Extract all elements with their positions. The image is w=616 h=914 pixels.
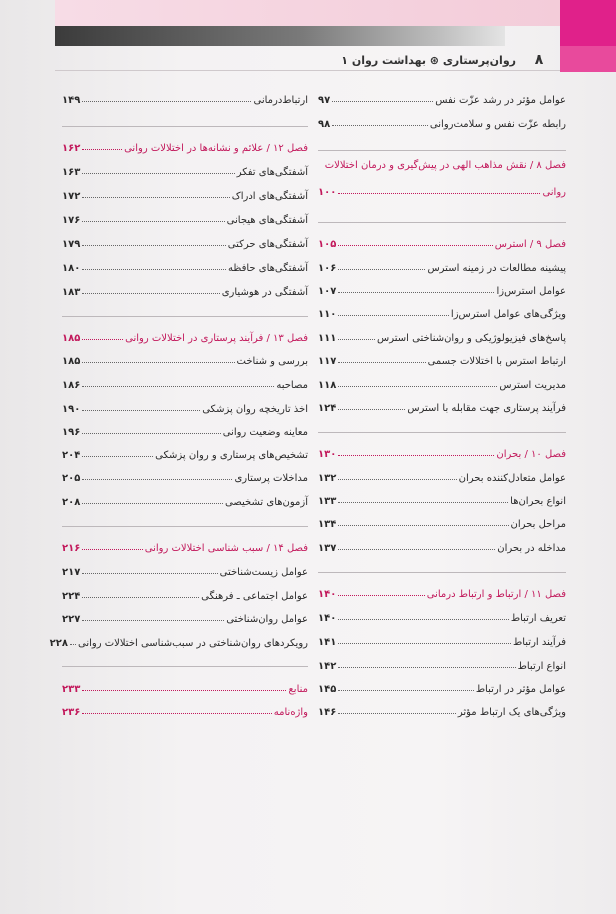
chapter-heading[interactable]: فصل ۹ / استرس ۱۰۵ <box>318 239 566 250</box>
toc-entry[interactable]: رویکردهای روان‌شناختی در سبب‌شناسی اختلالات روانی ۲۲۸ <box>49 638 308 649</box>
chapter-heading[interactable]: فصل ۱۱ / ارتباط و ارتباط درمانی ۱۴۰ <box>318 589 566 600</box>
chapter-heading[interactable]: فصل ۱۰ / بحران ۱۳۰ <box>318 449 566 460</box>
toc-entry[interactable]: مراحل بحران ۱۳۴ <box>318 519 566 530</box>
toc-entry[interactable]: آشفتگی‌های هیجانی ۱۷۶ <box>62 215 308 226</box>
toc-entry[interactable]: پاسخ‌های فیزیولوژیکی و روان‌شناختی استرس ۱۱۱ <box>318 333 566 344</box>
toc-entry[interactable]: ارتباط استرس با اختلالات جسمی ۱۱۷ <box>318 356 566 367</box>
toc-entry[interactable]: عوامل اجتماعی ـ فرهنگی ۲۲۴ <box>62 591 308 602</box>
toc-entry[interactable]: مدیریت استرس ۱۱۸ <box>318 380 566 391</box>
toc-entry[interactable]: بررسی و شناخت ۱۸۵ <box>62 356 308 367</box>
section-divider <box>318 222 566 223</box>
header-rule <box>55 70 560 71</box>
chapter-heading[interactable]: واژه‌نامه ۲۳۶ <box>62 707 308 718</box>
toc-entry[interactable]: آشفتگی در هوشیاری ۱۸۳ <box>62 287 308 298</box>
header-dark-band <box>55 26 505 46</box>
page-number: ۸ <box>534 52 544 68</box>
toc-entry[interactable]: آشفتگی‌های حرکتی ۱۷۹ <box>62 239 308 250</box>
toc-entry[interactable]: عوامل زیست‌شناختی ۲۱۷ <box>62 567 308 578</box>
toc-entry[interactable]: عوامل مؤثر در ارتباط ۱۴۵ <box>318 684 566 695</box>
toc-entry[interactable]: آشفتگی‌های حافظه ۱۸۰ <box>62 263 308 274</box>
chapter-heading[interactable]: فصل ۱۳ / فرآیند پرستاری در اختلالات روانی ۱۸۵ <box>62 333 308 344</box>
toc-entry[interactable]: عوامل استرس‌زا ۱۰۷ <box>318 286 566 297</box>
toc-entry[interactable]: ارتباط‌درمانی ۱۴۹ <box>62 95 308 106</box>
chapter-heading[interactable]: فصل ۱۴ / سبب شناسی اختلالات روانی ۲۱۶ <box>62 543 308 554</box>
toc-entry[interactable]: فرآیند ارتباط ۱۴۱ <box>318 637 566 648</box>
section-divider <box>318 150 566 151</box>
running-title: روان‌پرستاری ⊛ بهداشت روان ۱ <box>341 54 516 67</box>
toc-entry[interactable]: ویژگی‌های یک ارتباط مؤثر ۱۴۶ <box>318 707 566 718</box>
toc-entry[interactable]: مداخله در بحران ۱۳۷ <box>318 543 566 554</box>
toc-entry[interactable]: پیشینه مطالعات در زمینه استرس ۱۰۶ <box>318 263 566 274</box>
toc-entry[interactable]: عوامل متعادل‌کننده بحران ۱۳۲ <box>318 473 566 484</box>
toc-entry[interactable]: آشفتگی‌های ادراک ۱۷۲ <box>62 191 308 202</box>
toc-entry[interactable]: رابطه عزّت نفس و سلامت‌روانی ۹۸ <box>318 119 566 130</box>
toc-entry[interactable]: آزمون‌های تشخیصی ۲۰۸ <box>62 497 308 508</box>
section-divider <box>318 572 566 573</box>
section-divider <box>62 316 308 317</box>
toc-entry[interactable]: تعریف ارتباط ۱۴۰ <box>318 613 566 624</box>
toc-entry[interactable]: مصاحبه ۱۸۶ <box>62 380 308 391</box>
toc-entry[interactable]: ویژگی‌های عوامل استرس‌زا ۱۱۰ <box>318 309 566 320</box>
toc-entry[interactable]: انواع بحران‌ها ۱۳۳ <box>318 496 566 507</box>
toc-entry[interactable]: فرآیند پرستاری جهت مقابله با استرس ۱۲۴ <box>318 403 566 414</box>
toc-entry[interactable]: معاینه وضعیت روانی ۱۹۶ <box>62 427 308 438</box>
section-divider <box>62 666 308 667</box>
section-divider <box>62 526 308 527</box>
toc-entry[interactable]: اخذ تاریخچه روان پزشکی ۱۹۰ <box>62 404 308 415</box>
section-divider <box>62 126 308 127</box>
toc-entry[interactable]: انواع ارتباط ۱۴۲ <box>318 661 566 672</box>
chapter-heading[interactable]: فصل ۸ / نقش مذاهب الهی در پیش‌گیری و درمان اختلالات <box>324 160 566 171</box>
chapter-heading[interactable]: منابع ۲۳۳ <box>62 684 308 695</box>
chapter-heading[interactable]: روانی ۱۰۰ <box>318 187 566 198</box>
toc-entry[interactable]: عوامل روان‌شناختی ۲۲۷ <box>62 614 308 625</box>
header-pink-band <box>55 0 560 26</box>
toc-entry[interactable]: آشفتگی‌های تفکر ۱۶۳ <box>62 167 308 178</box>
toc-entry[interactable]: عوامل مؤثر در رشد عزّت نفس ۹۷ <box>318 95 566 106</box>
toc-entry[interactable]: مداخلات پرستاری ۲۰۵ <box>62 473 308 484</box>
corner-tab-lower <box>560 46 616 72</box>
section-divider <box>318 432 566 433</box>
chapter-heading[interactable]: فصل ۱۲ / علائم و نشانه‌ها در اختلالات روانی ۱۶۲ <box>62 143 308 154</box>
toc-entry[interactable]: تشخیص‌های پرستاری و روان پزشکی ۲۰۴ <box>62 450 308 461</box>
corner-tab <box>560 0 616 46</box>
